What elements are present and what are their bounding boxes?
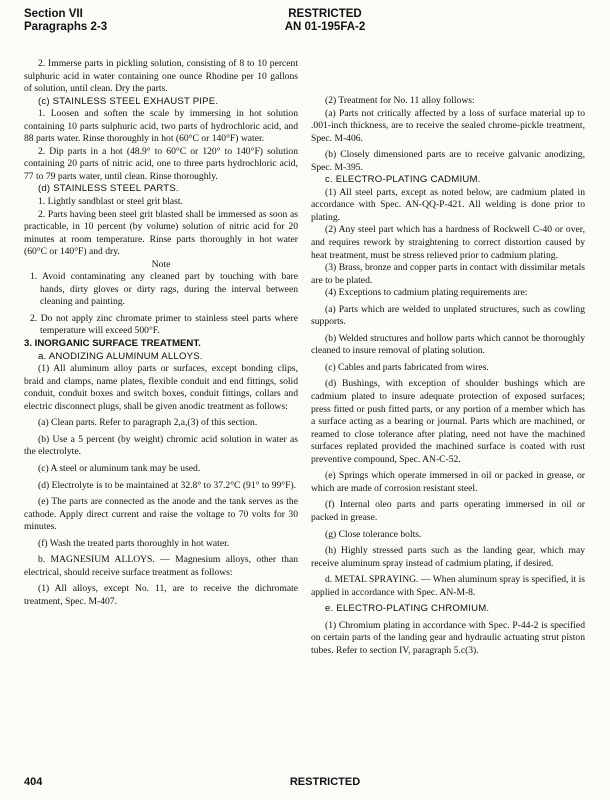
subheading: e. ELECTRO-PLATING CHROMIUM. [325, 603, 490, 615]
page-header-center [205, 8, 445, 34]
header-classification: RESTRICTED [288, 8, 362, 20]
paragraph: (d) Bushings, with exception of shoulder bushings which are cadmium plated to insure adequate protection of exposed surfaces; press fitted or push fitted parts, or any portion of a member which has a surface acting as a bearing or journal. Parts which are machined, or reamed to close tolerance after plating, need not have the machined surfaces replated provided the machined surface is coated with rust preventive compound, Spec. AN-C-52. [311, 378, 585, 465]
paragraph: (e) Springs which operate immersed in oil or packed in grease, or which are made of corrosion resistant steel. [311, 470, 585, 494]
page-number: 404 [24, 776, 43, 788]
paragraph: (b) Use a 5 percent (by weight) chromic acid solution in water as the electrolyte. [24, 433, 298, 458]
paragraph: (a) Parts which are welded to unplated structures, such as cowling supports. [311, 303, 585, 328]
page-header-left [24, 8, 107, 34]
paragraph: 2. Immerse parts in pickling solution, consisting of 8 to 10 percent sulphuric acid in water containing one ounce Rhodine per 10 gallons of solution, until clean. Dry the parts. [24, 58, 298, 95]
paragraph: (1) All steel parts, except as noted below, are cadmium plated in accordance with Spec. AN-QQ-P-421. All welding is done prior to plating. [311, 186, 585, 223]
paragraph: (1) Chromium plating in accordance with Spec. P-44-2 is specified on certain parts of the landing gear and hydraulic actuating strut piston tubes. Refer to section IV, paragraph 5.c(3). [311, 619, 585, 656]
paragraph: (1) All alloys, except No. 11, are to receive the dichromate treatment, Spec. M-407. [24, 583, 298, 607]
note-item: 2. Do not apply zinc chromate primer to stainless steel parts where temperature will exceed 500°F. [30, 312, 298, 337]
paragraph: (b) Welded structures and hollow parts which cannot be thoroughly cleaned to insure removal of plating solution. [311, 332, 585, 357]
section-heading: 3. INORGANIC SURFACE TREATMENT. [24, 338, 201, 350]
paragraph: (h) Highly stressed parts such as the landing gear, which may receive aluminum spray instead of cadmium plating, if desired. [311, 545, 585, 569]
paragraph: (2) Treatment for No. 11 alloy follows: [325, 95, 475, 106]
left-column [24, 58, 298, 608]
subheading: a. ANODIZING ALUMINUM ALLOYS. [38, 350, 203, 362]
paragraphs-label: Paragraphs 2-3 [24, 21, 108, 33]
paragraph: (f) Internal oleo parts and parts operating immersed in oil or packed in grease. [311, 499, 585, 523]
paragraph: (1) All aluminum alloy parts or surfaces, except bonding clips, braid and clamps, name plates, flexible conduit and end fittings, solid conduit, conduit boxes and switch boxes, conduit fittings, collars and electric disconnect plugs, shall be given anodic treatment as follows: [24, 363, 298, 412]
subheading: (c) STAINLESS STEEL EXHAUST PIPE. [38, 95, 219, 107]
paragraph: (c) Cables and parts fabricated from wires. [325, 361, 489, 373]
subheading: (d) STAINLESS STEEL PARTS. [38, 183, 179, 195]
paragraph: (4) Exceptions to cadmium plating requirements are: [325, 287, 528, 299]
paragraph: d. METAL SPRAYING. — When aluminum spray is specified, it is applied in accordance with Spec. AN-M-8. [311, 574, 585, 598]
note-item: 1. Avoid contaminating any cleaned part by touching with bare hands, dirty gloves or dirty rags, during the interval between cleaning and painting. [30, 271, 298, 308]
paragraph: 2. Dip parts in a hot (48.9° to 60°C or 120° to 140°F) solution containing 20 parts of nitric acid, one to three parts hydrochloric acid, 77 to 79 parts water, until clean. Rinse thoroughly. [24, 145, 298, 182]
paragraph: (2) Any steel part which has a hardness of Rockwell C-40 or over, and requires rework by straightening to correct distortion caused by heat treatment, must be stress relieved prior to cadmium plating. [311, 224, 585, 261]
paragraph: (c) A steel or aluminum tank may be used. [38, 462, 201, 474]
paragraph: (3) Brass, bronze and copper parts in contact with dissimilar metals are to be plated. [311, 262, 585, 286]
paragraph: 1. Lightly sandblast or steel grit blast. [38, 196, 183, 208]
paragraph: 1. Loosen and soften the scale by immersing in hot solution containing 10 parts sulphuric acid, two parts of hydrochloric acid, and 88 parts water. Rinse thoroughly in hot (60°C or 140°F) water. [24, 108, 298, 145]
note-title: Note [151, 258, 171, 270]
paragraph: (g) Close tolerance bolts. [325, 528, 422, 540]
subheading: c. ELECTRO-PLATING CADMIUM. [325, 174, 481, 186]
paragraph: 2. Parts having been steel grit blasted shall be immersed as soon as practicable, in 10 percent (by volume) solution of nitric acid for 20 minutes at room temperature. Rinse parts thoroughly in hot water (60°C or 140°F) and dry. [24, 208, 298, 258]
document-number: AN 01-195FA-2 [284, 21, 366, 33]
footer-classification: RESTRICTED [289, 776, 361, 788]
paragraph: (e) The parts are connected as the anode and the tank serves as the cathode. Apply direct current and raise the voltage to 70 volts for 30 minutes. [24, 496, 298, 533]
paragraph: (a) Clean parts. Refer to paragraph 2,a,(3) of this section. [38, 417, 258, 429]
paragraph: (f) Wash the treated parts thoroughly in hot water. [38, 537, 230, 549]
paragraph: (a) Parts not critically affected by a loss of surface material up to .001-inch thickness, are to receive the sealed chrome-pickle treatment, Spec. M-406. [311, 107, 585, 144]
paragraph: (d) Electrolyte is to be maintained at 32.8° to 37.2°C (91° to 99°F). [38, 479, 297, 491]
section-label: Section VII [24, 8, 83, 20]
paragraph: (b) Closely dimensioned parts are to receive galvanic anodizing, Spec. M-395. [311, 149, 585, 173]
paragraph: b. MAGNESIUM ALLOYS. — Magnesium alloys, other than electrical, should receive surface treatment as follows: [24, 554, 298, 578]
right-column [311, 95, 585, 657]
